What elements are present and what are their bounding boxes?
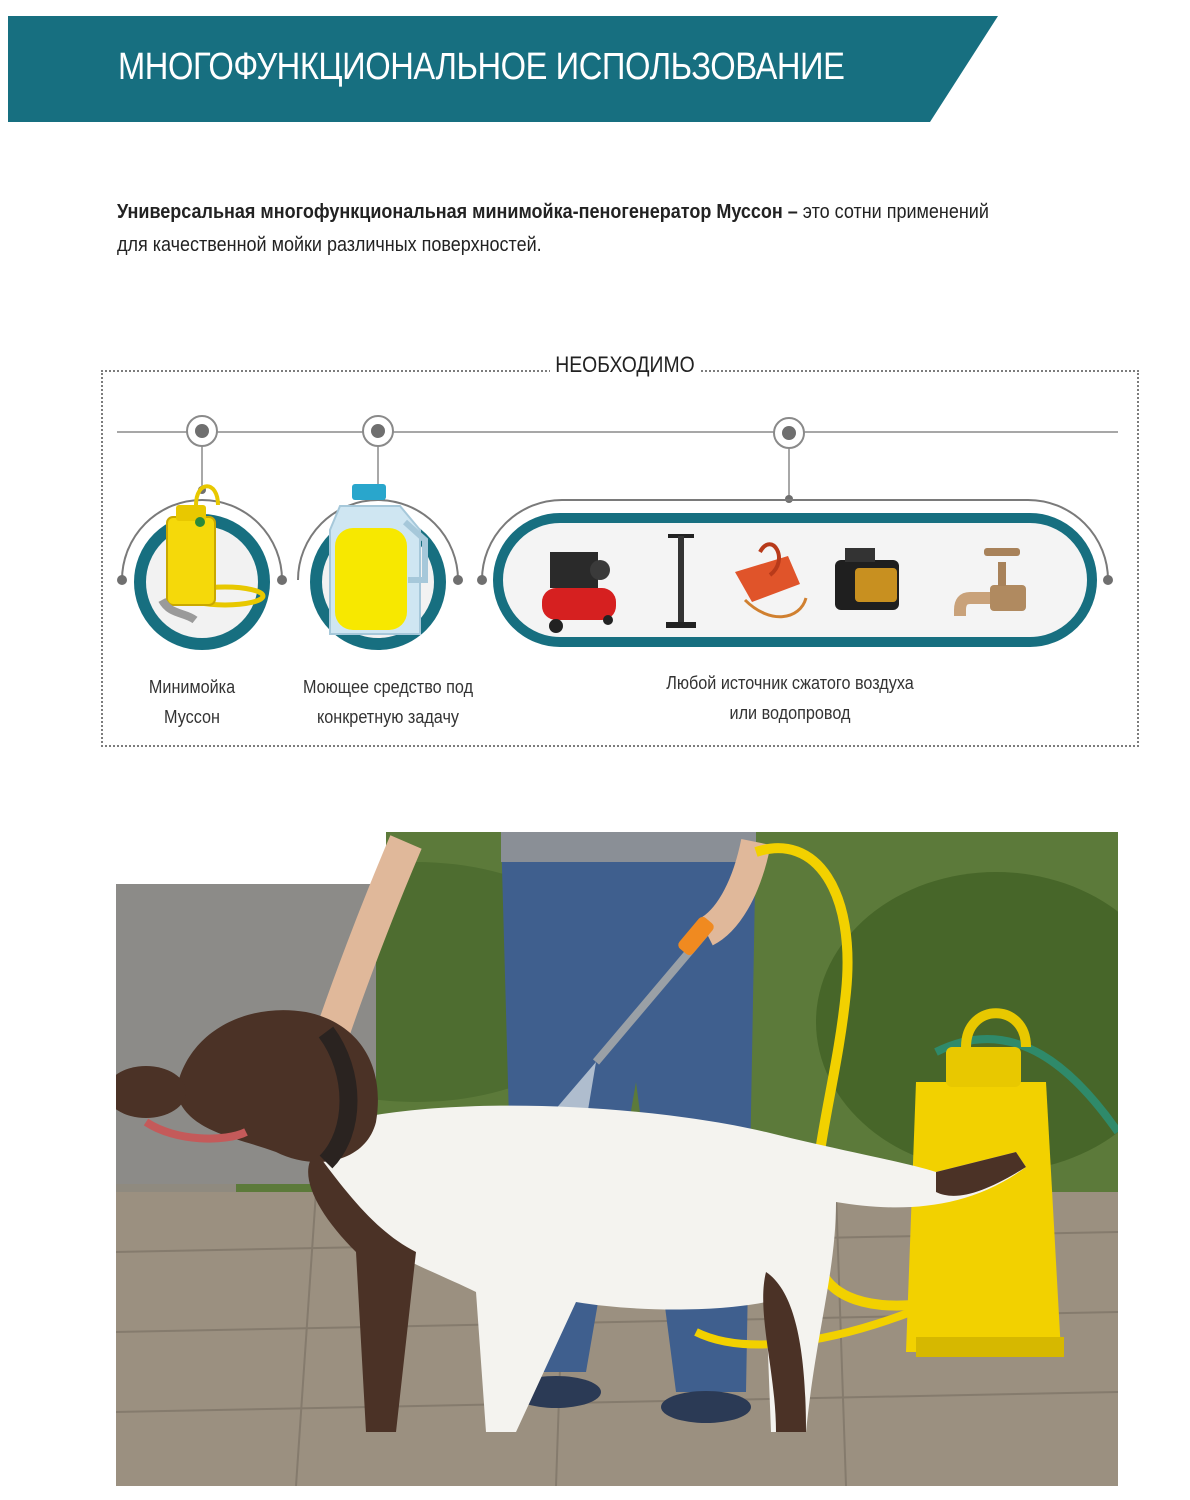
caption-detergent: Моющее средство под конкретную задачу	[302, 677, 474, 727]
intro-bold: Универсальная многофункциональная минимойка-пеногенератор Муссон –	[117, 201, 798, 223]
dog-wash-photo	[116, 832, 1118, 1486]
node-sources	[774, 418, 804, 503]
caption-washer: Минимойка Муссон	[148, 677, 236, 727]
intro-rest: это сотни применений	[797, 201, 989, 223]
yellow-washer-icon	[117, 486, 287, 644]
node-detergent	[363, 416, 393, 494]
required-title: НЕОБХОДИМО	[550, 352, 700, 378]
caption-sources: Любой источник сжатого воздуха или водопровод	[666, 673, 914, 723]
node-washer	[187, 416, 217, 494]
page-title: МНОГОФУНКЦИОНАЛЬНОЕ ИСПОЛЬЗОВАНИЕ	[118, 46, 845, 88]
air-and-water-sources-icon	[477, 500, 1113, 642]
intro-line2: для качественной мойки различных поверхностей.	[117, 234, 542, 256]
detergent-bottle-icon	[298, 484, 463, 644]
